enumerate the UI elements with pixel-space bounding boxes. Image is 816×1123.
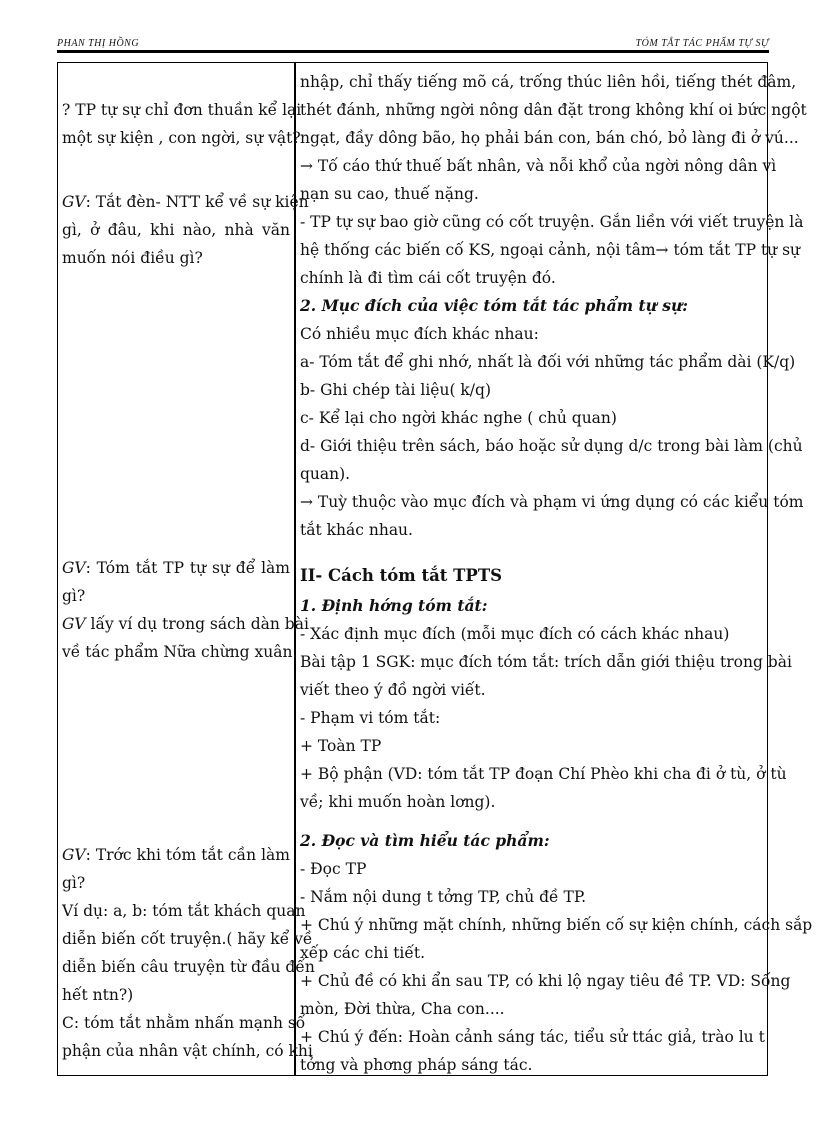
section-heading: 1. Định hớng tóm tắt: bbox=[300, 596, 488, 615]
right-line: b- Ghi chép tài liệu( k/q) bbox=[300, 381, 492, 399]
right-line: tắt khác nhau. bbox=[300, 521, 413, 539]
right-line: - TP tự sự bao giờ cũng có cốt truyện. Gắn liền với viết truyện là bbox=[300, 213, 804, 231]
right-line: Có nhiều mục đích khác nhau: bbox=[300, 325, 539, 343]
right-line: → Tuỳ thuộc vào mục đích và phạm vi ứng dụng có các kiểu tóm bbox=[300, 493, 804, 511]
right-line: nhập, chỉ thấy tiếng mõ cá, trống thúc liên hồi, tiếng thét đâm, bbox=[300, 73, 797, 91]
right-line: chính là đi tìm cái cốt truyện đó. bbox=[300, 269, 556, 287]
lesson-table bbox=[57, 62, 813, 1076]
left-line: gì? bbox=[62, 874, 86, 892]
right-line: → Tố cáo thứ thuế bất nhân, và nỗi khổ của ngời nông dân vì bbox=[300, 157, 777, 175]
left-line: hết ntn?) bbox=[62, 986, 134, 1004]
left-line: ? TP tự sự chỉ đơn thuần kể lại bbox=[62, 101, 302, 119]
right-line: ngạt, đầy dông bão, họ phải bán con, bán chó, bỏ làng đi ở vú... bbox=[300, 129, 799, 147]
header-title: TÓM TẮT TÁC PHẨM TỰ SỰ bbox=[635, 38, 769, 49]
left-line: muốn nói điều gì? bbox=[62, 249, 203, 267]
left-line: GV: Tắt đèn- NTT kể về sự kiện bbox=[62, 193, 309, 211]
right-line: về; khi muốn hoàn lơng). bbox=[300, 793, 496, 811]
left-line: về tác phẩm Nữa chừng xuân. bbox=[62, 643, 298, 661]
left-line: gì? bbox=[62, 587, 86, 605]
right-line: - Xác định mục đích (mỗi mục đích có cách khác nhau) bbox=[300, 625, 730, 643]
right-line: + Chủ đề có khi ẩn sau TP, có khi lộ ngay tiêu đề TP. VD: Sống bbox=[300, 972, 791, 990]
right-line: - Đọc TP bbox=[300, 860, 367, 878]
section-heading: 2. Đọc và tìm hiểu tác phẩm: bbox=[300, 831, 550, 850]
right-line: + Toàn TP bbox=[300, 737, 382, 755]
right-line: + Chú ý đến: Hoàn cảnh sáng tác, tiểu sử ttác giả, trào lu t bbox=[300, 1028, 765, 1046]
left-line: diễn biến câu truyện từ đầu đến bbox=[62, 958, 315, 976]
left-line: diễn biến cốt truyện.( hãy kể về bbox=[62, 930, 313, 948]
right-line: quan). bbox=[300, 465, 351, 483]
right-line: mòn, Đời thừa, Cha con.... bbox=[300, 1000, 505, 1018]
right-line: tởng và phơng pháp sáng tác. bbox=[300, 1056, 533, 1074]
right-line: + Chú ý những mặt chính, những biến cố sự kiện chính, cách sắp bbox=[300, 916, 813, 934]
right-line: d- Giới thiệu trên sách, báo hoặc sử dụng d/c trong bài làm (chủ bbox=[300, 437, 803, 455]
left-line: GV: Tóm tắt TP tự sự để làm bbox=[62, 559, 290, 577]
right-line: thét đánh, những ngời nông dân đặt trong không khí oi bức ngột bbox=[300, 101, 807, 119]
column-divider bbox=[294, 63, 296, 1075]
left-line: GV: Trớc khi tóm tắt cần làm bbox=[62, 846, 290, 864]
left-line: Ví dụ: a, b: tóm tắt khách quan bbox=[62, 902, 306, 920]
right-line: - Phạm vi tóm tắt: bbox=[300, 709, 441, 727]
left-line: phận của nhân vật chính, có khi bbox=[62, 1042, 313, 1060]
left-line: gì, ở đâu, khi nào, nhà văn bbox=[62, 221, 290, 239]
right-line: Bài tập 1 SGK: mục đích tóm tắt: trích dẫn giới thiệu trong bài bbox=[300, 653, 792, 671]
right-line: c- Kể lại cho ngời khác nghe ( chủ quan) bbox=[300, 409, 617, 427]
left-line: C: tóm tắt nhằm nhấn mạnh số bbox=[62, 1014, 306, 1032]
right-line: + Bộ phận (VD: tóm tắt TP đoạn Chí Phèo khi cha đi ở tù, ở tù bbox=[300, 765, 787, 783]
right-line: hệ thống các biến cố KS, ngoại cảnh, nội tâm→ tóm tắt TP tự sự bbox=[300, 241, 801, 259]
section-heading: 2. Mục đích của việc tóm tắt tác phẩm tự sự: bbox=[300, 296, 688, 315]
right-line: viết theo ý đồ ngời viết. bbox=[300, 681, 486, 699]
right-line: nạn su cao, thuế nặng. bbox=[300, 185, 479, 203]
left-line: GV lấy ví dụ trong sách dàn bài bbox=[62, 615, 309, 633]
left-line: một sự kiện , con ngời, sự vật? bbox=[62, 129, 301, 147]
right-line: xếp các chi tiết. bbox=[300, 944, 426, 962]
right-line: a- Tóm tắt để ghi nhớ, nhất là đối với những tác phẩm dài (K/q) bbox=[300, 353, 796, 371]
header-author: PHAN THỊ HỒNG bbox=[57, 38, 140, 49]
header-rule bbox=[57, 50, 769, 53]
section-title: II- Cách tóm tắt TPTS bbox=[300, 566, 503, 585]
right-line: - Nắm nội dung t tởng TP, chủ đề TP. bbox=[300, 888, 587, 906]
